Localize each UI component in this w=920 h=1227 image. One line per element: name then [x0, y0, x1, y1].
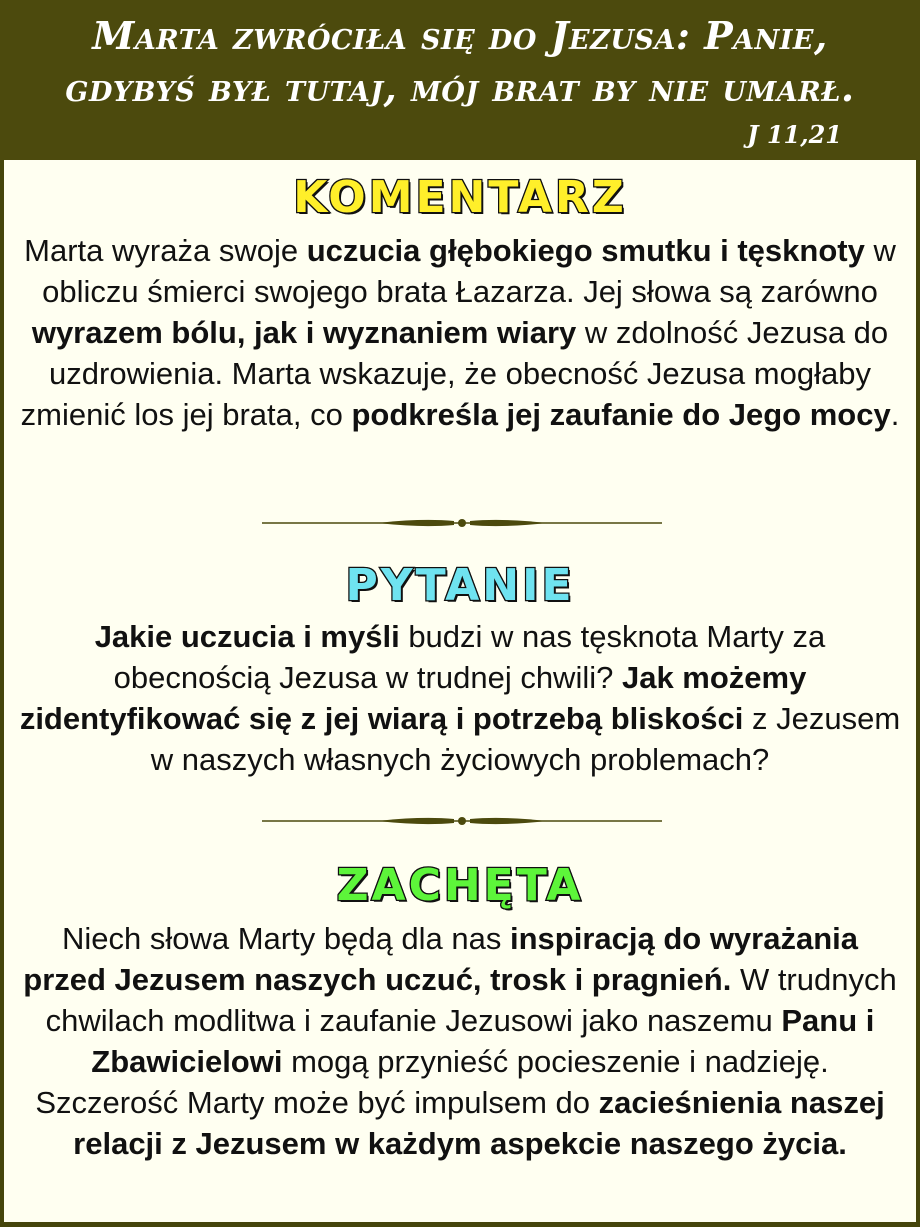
body-text: z Jezusem w naszych własnych życiowych problemach? [150, 701, 901, 777]
verse-header [0, 0, 920, 160]
body-text: budzi w nas tęsknota Marty za obecnością Jezusa w trudnej chwili? [113, 619, 826, 695]
emphasis-text: Panu i Zbawicielowi [91, 1003, 875, 1079]
body-text: mogą przynieść pocieszenie i nadzieję. Szczerość Marty może być impulsem do [35, 1044, 829, 1120]
emphasis-text: podkreśla jej zaufanie do Jego mocy [351, 397, 891, 432]
body-text: w obliczu śmierci swojego brata Łazarza. Jej słowa są zarówno [42, 233, 896, 309]
komentarz-text [18, 230, 902, 435]
content-panel [4, 160, 916, 1222]
body-text: Niech słowa Marty będą dla nas [61, 921, 510, 956]
verse-quote [20, 10, 900, 114]
verse-line-2: gdybyś był tutaj, mój brat by nie umarł. [65, 65, 855, 110]
emphasis-text: Jakie uczucia i myśli [94, 619, 400, 654]
body-text: W trudnych chwilach modlitwa i zaufanie Jezusowi jako naszemu [45, 962, 897, 1038]
emphasis-text: Jak możemy zidentyfikować się z jej wiarą i potrzebą bliskości [19, 660, 807, 736]
zacheta-text [18, 918, 902, 1164]
body-text: w zdolność Jezusa do uzdrowienia. Marta wskazuje, że obecność Jezusa mogłaby zmienić los jej brata, co [20, 315, 889, 432]
verse-reference: J 11,21 [747, 120, 842, 149]
body-text: . [890, 397, 900, 432]
verse-line-1: Marta zwróciła się do Jezusa: Panie, [92, 13, 828, 58]
ornament-divider [262, 814, 662, 828]
emphasis-text: inspiracją do wyrażania przed Jezusem naszych uczuć, trosk i pragnień. [23, 921, 859, 997]
pytanie-title: PYTANIE [345, 560, 575, 611]
ornament-divider [262, 516, 662, 530]
komentarz-title: KOMENTARZ [293, 172, 627, 223]
emphasis-text: zacieśnienia naszej relacji z Jezusem w każdym aspekcie naszego życia. [73, 1085, 885, 1161]
pytanie-text [18, 616, 902, 780]
body-text: Marta wyraża swoje [24, 233, 307, 268]
zacheta-title: ZACHĘTA [336, 860, 584, 911]
emphasis-text: uczucia głębokiego smutku i tęsknoty [306, 233, 865, 268]
emphasis-text: wyrazem bólu, jak i wyznaniem wiary [31, 315, 577, 350]
